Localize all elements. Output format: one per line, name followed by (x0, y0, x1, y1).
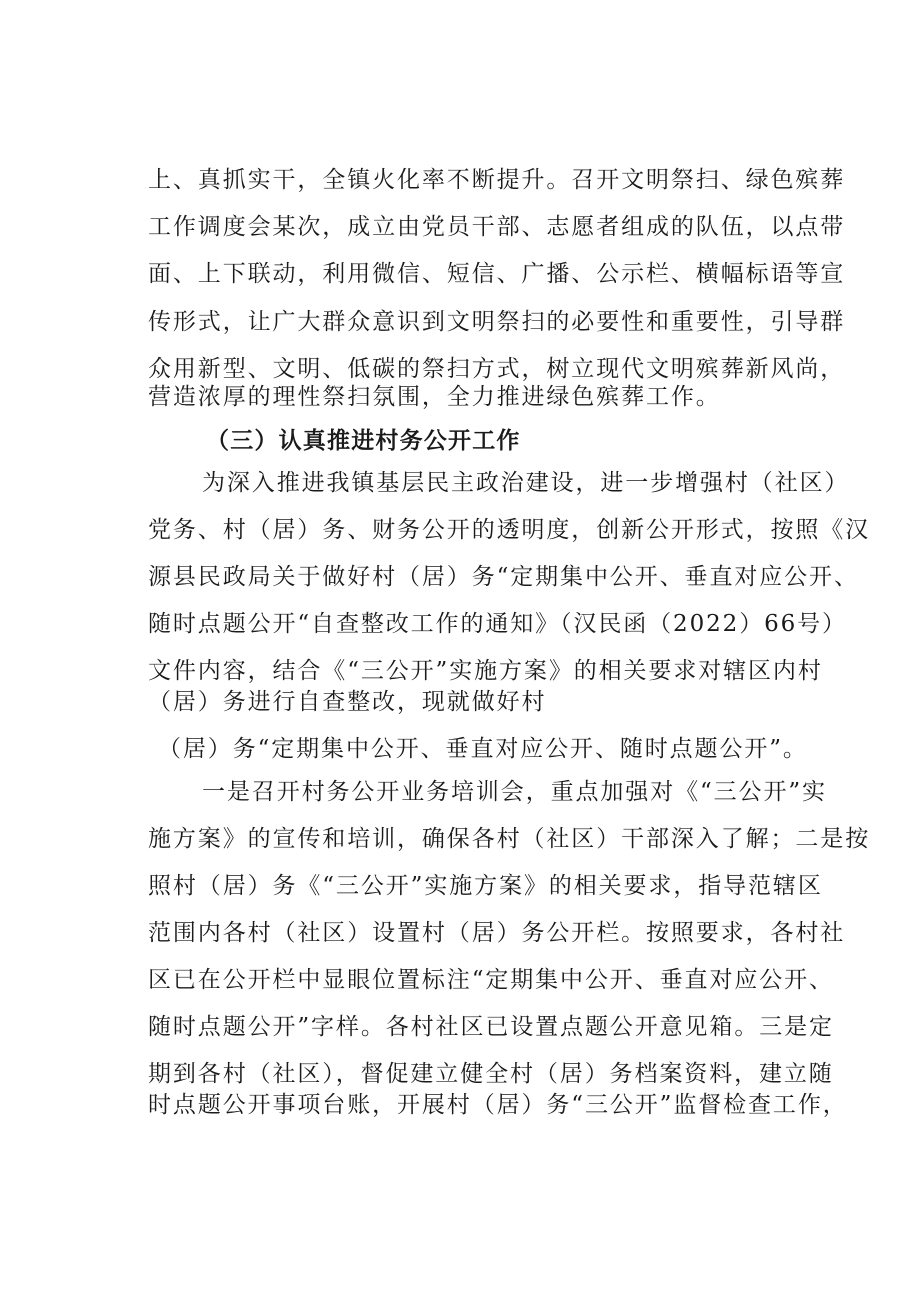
paragraph-line: 营造浓厚的理性祭扫氛围，全力推进绿色殡葬工作。 (148, 384, 721, 410)
paragraph-line: 随时点题公开“自查整改工作的通知》（汉民函（2022）66号） (148, 611, 847, 637)
paragraph-line: （居）务进行自查整改，现就做好村 (148, 689, 547, 715)
paragraph-line: （居）务“定期集中公开、垂直对应公开、随时点题公开”。 (158, 736, 808, 762)
paragraph-line: 随时点题公开”字样。各村社区已设置点题公开意见箱。三是定 (148, 1014, 834, 1040)
paragraph-line: 众用新型、文明、低碳的祭扫方式，树立现代文明殡葬新风尚， (148, 356, 846, 382)
paragraph-line: 时点题公开事项台账，开展村（居）务“三公开”监督检查工作， (148, 1092, 848, 1118)
paragraph-line: 党务、村（居）务、财务公开的透明度，创新公开形式，按照《汉 (148, 517, 871, 543)
paragraph-line: 文件内容，结合《“三公开”实施方案》的相关要求对辖区内村 (148, 658, 823, 684)
paragraph-line: 区已在公开栏中显眼位置标注“定期集中公开、垂直对应公开、 (148, 967, 834, 993)
paragraph-line: 工作调度会某次，成立由党员干部、志愿者组成的队伍，以点带 (148, 214, 846, 240)
paragraph-line: 期到各村（社区），督促建立健全村（居）务档案资料，建立随 (148, 1061, 834, 1087)
paragraph-line: 上、真抓实干，全镇火化率不断提升。召开文明祭扫、绿色殡葬 (148, 167, 846, 193)
section-heading: （三）认真推进村务公开工作 (206, 427, 521, 454)
paragraph-line: 照村（居）务《“三公开”实施方案》的相关要求，指导范辖区 (148, 873, 823, 899)
paragraph-line: 施方案》的宣传和培训，确保各村（社区）干部深入了解；二是按 (148, 826, 871, 852)
paragraph-line: 范围内各村（社区）设置村（居）务公开栏。按照要求，各村社 (148, 920, 846, 946)
paragraph-line: 为深入推进我镇基层民主政治建设，进一步增强村（社区） (202, 470, 850, 496)
paragraph-line: 面、上下联动，利用微信、短信、广播、公示栏、横幅标语等宣 (148, 261, 846, 287)
paragraph-line: 一是召开村务公开业务培训会，重点加强对《“三公开”实 (202, 779, 827, 805)
paragraph-line: 传形式，让广大群众意识到文明祭扫的必要性和重要性，引导群 (148, 309, 846, 335)
paragraph-line: 源县民政局关于做好村（居）务“定期集中公开、垂直对应公开、 (148, 564, 859, 590)
